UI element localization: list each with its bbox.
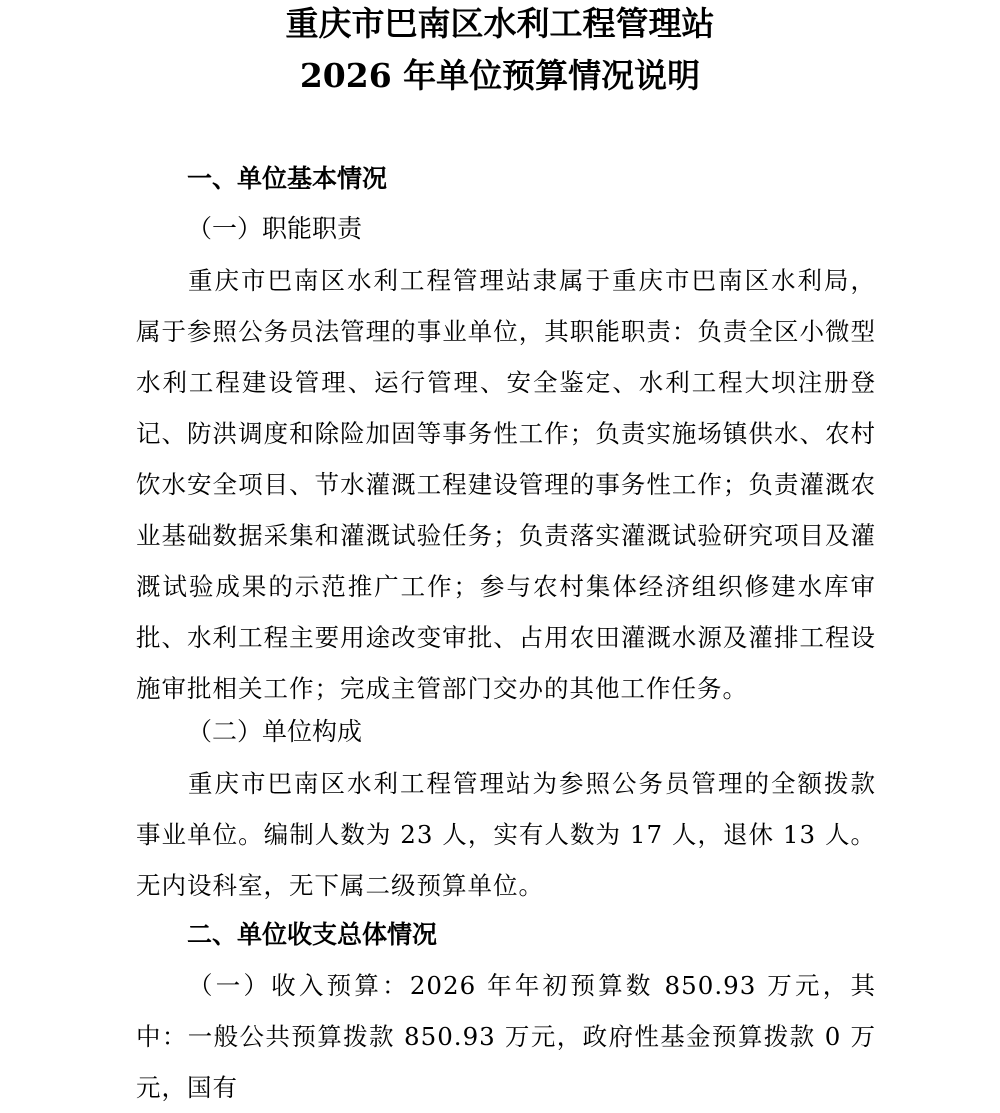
section1-heading: 一、单位基本情况 <box>187 164 388 193</box>
section1-sub2-heading: （二）单位构成 <box>187 717 363 746</box>
section1-sub2-paragraph: 重庆市巴南区水利工程管理站为参照公务员管理的全额拨款事业单位。编制人数为 23 人，实有人数为 17 人，退休 13 人。无内设科室，无下属二级预算单位。 <box>136 769 876 900</box>
section1-sub1-paragraph: 重庆市巴南区水利工程管理站隶属于重庆市巴南区水利局，属于参照公务员法管理的事业单位，其职能职责：负责全区小微型水利工程建设管理、运行管理、安全鉴定、水利工程大坝注册登记、防洪调度和除险加固等事务性工作；负责实施场镇供水、农村饮水安全项目、节水灌溉工程建设管理的事务性工作；负责灌溉农业基础数据采集和灌溉试验任务；负责落实灌溉试验研究项目及灌溉试验成果的示范推广工作；参与农村集体经济组织修建水库审批、水利工程主要用途改变审批、占用农田灌溉水源及灌排工程设施审批相关工作；完成主管部门交办的其他工作任务。 <box>136 266 876 703</box>
section2-sub1-paragraph: （一）收入预算：2026 年年初预算数 850.93 万元，其中：一般公共预算拨款 850.93 万元，政府性基金预算拨款 0 万元，国有 <box>136 971 876 1102</box>
section2-heading: 二、单位收支总体情况 <box>187 920 438 949</box>
document-title-line2: 2026 年单位预算情况说明 <box>299 56 701 95</box>
section1-sub1-heading: （一）职能职责 <box>187 214 363 243</box>
document-title-line1: 重庆市巴南区水利工程管理站 <box>285 4 715 43</box>
